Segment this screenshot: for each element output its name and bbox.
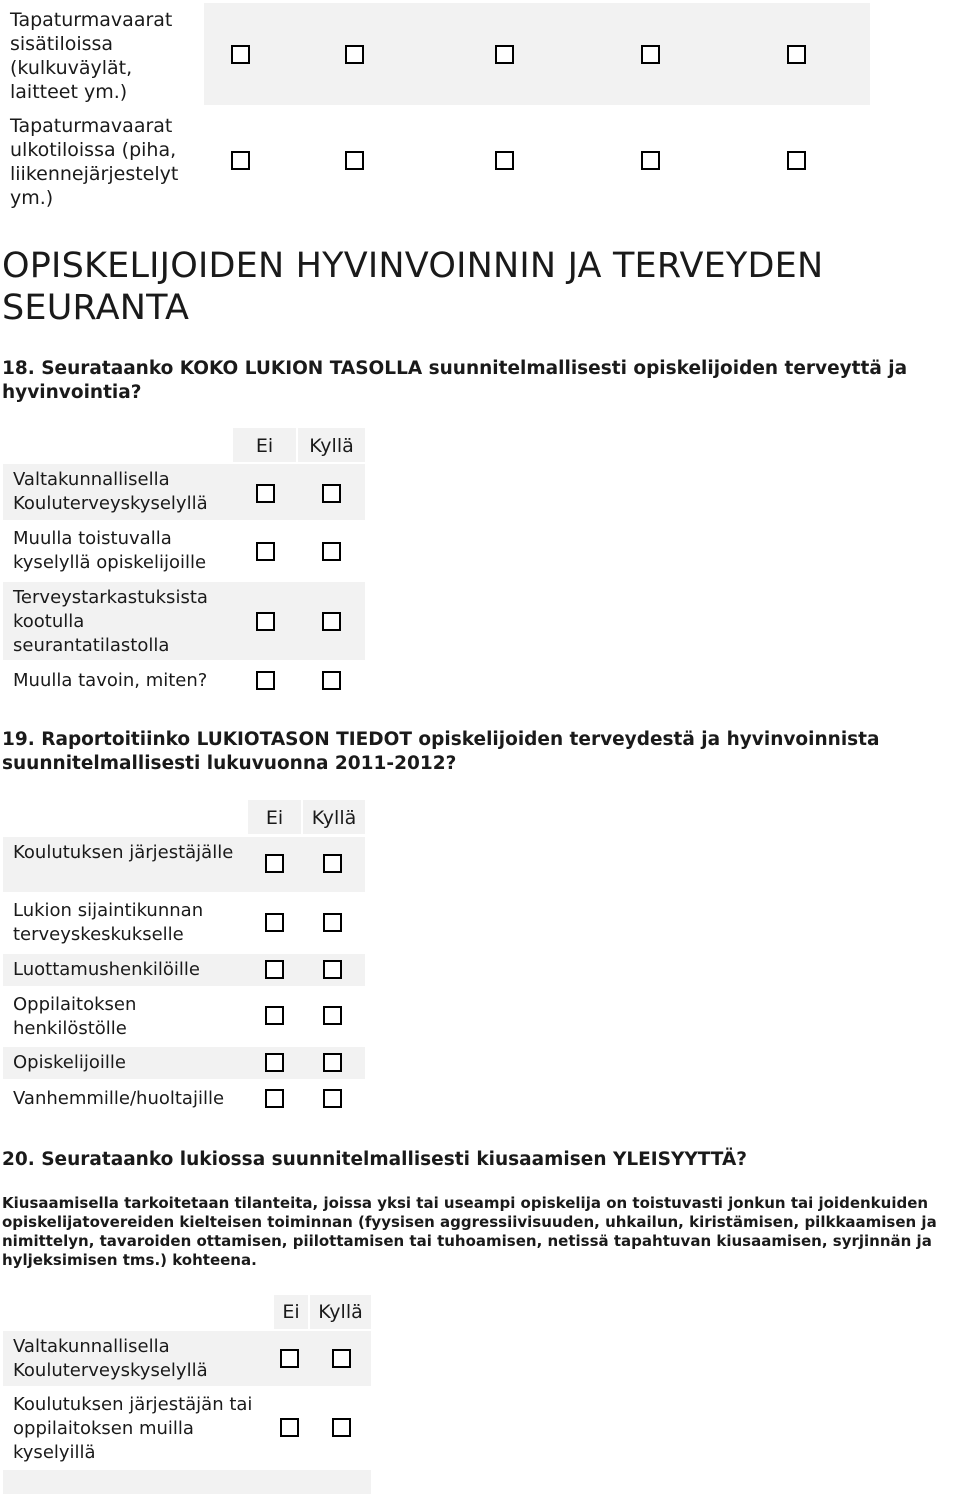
risk-1-option-1-checkbox[interactable] bbox=[231, 45, 250, 64]
q18-row-label: Muulla tavoin, miten? bbox=[13, 670, 208, 691]
q19-row-4-no-checkbox[interactable] bbox=[265, 1006, 284, 1025]
q18-header-yes: Kyllä bbox=[309, 435, 354, 457]
q19-row-5-yes-checkbox[interactable] bbox=[323, 1053, 342, 1072]
risks-row-label: Tapaturmavaarat ulkotiloissa (piha, liikennejärjestelyt ym.) bbox=[10, 115, 179, 209]
q18-header-no: Ei bbox=[255, 435, 274, 457]
q19-row-1-no-checkbox[interactable] bbox=[265, 854, 284, 873]
q20-row-label: Koulutuksen järjestäjän tai oppilaitoksen muilla kyselyillä bbox=[13, 1394, 253, 1463]
q19-row-label: Vanhemmille/huoltajille bbox=[13, 1088, 225, 1109]
risk-2-option-2-checkbox[interactable] bbox=[345, 151, 364, 170]
q19-row-label: Opiskelijoille bbox=[13, 1052, 126, 1073]
q18-row-label: Valtakunnallisella Kouluterveyskyselyllä bbox=[13, 469, 208, 514]
risk-1-option-3-checkbox[interactable] bbox=[495, 45, 514, 64]
q18-row-1-no-checkbox[interactable] bbox=[256, 484, 275, 503]
q18-row-2-yes-checkbox[interactable] bbox=[322, 542, 341, 561]
q19-row-label: Oppilaitoksen henkilöstölle bbox=[13, 994, 137, 1039]
risk-1-option-5-checkbox[interactable] bbox=[787, 45, 806, 64]
question-19: 19. Raportoitiinko LUKIOTASON TIEDOT opiskelijoiden terveydestä ja hyvinvoinnista suunnitelmallisesti lukuvuonna 2011-2012? bbox=[2, 729, 880, 774]
q20-row-1-no-checkbox[interactable] bbox=[280, 1349, 299, 1368]
risk-2-option-1-checkbox[interactable] bbox=[231, 151, 250, 170]
q19-row-4-yes-checkbox[interactable] bbox=[323, 1006, 342, 1025]
q19-row-3-yes-checkbox[interactable] bbox=[323, 960, 342, 979]
q18-row-3-no-checkbox[interactable] bbox=[256, 612, 275, 631]
q19-row-3-no-checkbox[interactable] bbox=[265, 960, 284, 979]
q20-row-1-yes-checkbox[interactable] bbox=[332, 1349, 351, 1368]
risk-1-option-4-checkbox[interactable] bbox=[641, 45, 660, 64]
q20-row-2-no-checkbox[interactable] bbox=[280, 1418, 299, 1437]
q19-row-label: Luottamushenkilöille bbox=[13, 959, 201, 980]
q19-header-yes: Kyllä bbox=[311, 807, 357, 829]
risks-row-1-shade bbox=[204, 3, 870, 105]
q19-row-2-no-checkbox[interactable] bbox=[265, 913, 284, 932]
q19-header-no: Ei bbox=[265, 807, 284, 829]
risk-1-option-2-checkbox[interactable] bbox=[345, 45, 364, 64]
q20-header-yes: Kyllä bbox=[318, 1301, 363, 1323]
q19-row-2-yes-checkbox[interactable] bbox=[323, 913, 342, 932]
q20-row-label: Valtakunnallisella Kouluterveyskyselyllä bbox=[13, 1336, 208, 1381]
q18-row-4-no-checkbox[interactable] bbox=[256, 671, 275, 690]
q19-row-label: Koulutuksen järjestäjälle bbox=[13, 842, 234, 863]
q18-row-4-yes-checkbox[interactable] bbox=[322, 671, 341, 690]
q20-header-no: Ei bbox=[282, 1301, 300, 1323]
question-20-description: Kiusaamisella tarkoitetaan tilanteita, joissa yksi tai useampi opiskelija on toistuvasti jonkun tai joidenkuiden opiskelijatovereiden kielteisen toiminnan (fyysisen aggressiivisuuden, uhkailun, kiristämisen, pilkkaamisen ja nimittelyn, tavaroiden ottamisen, piilottamisen tai tuhoamisen, netissä tapahtuvan kiusaamisen, syrjinnän ja hyljeksimisen tms.) kohteena. bbox=[2, 1194, 937, 1269]
section-title: OPISKELIJOIDEN HYVINVOINNIN JA TERVEYDEN SEURANTA bbox=[2, 246, 824, 328]
risk-2-option-3-checkbox[interactable] bbox=[495, 151, 514, 170]
q20-row-3-shade bbox=[3, 1470, 371, 1494]
q18-row-2-no-checkbox[interactable] bbox=[256, 542, 275, 561]
question-20: 20. Seurataanko lukiossa suunnitelmallisesti kiusaamisen YLEISYYTTÄ? bbox=[2, 1149, 748, 1170]
q20-row-2-yes-checkbox[interactable] bbox=[332, 1418, 351, 1437]
q19-row-1-yes-checkbox[interactable] bbox=[323, 854, 342, 873]
q19-row-5-no-checkbox[interactable] bbox=[265, 1053, 284, 1072]
risk-2-option-4-checkbox[interactable] bbox=[641, 151, 660, 170]
q18-row-1-yes-checkbox[interactable] bbox=[322, 484, 341, 503]
q18-row-3-yes-checkbox[interactable] bbox=[322, 612, 341, 631]
q19-row-6-no-checkbox[interactable] bbox=[265, 1089, 284, 1108]
risks-row-label: Tapaturmavaarat sisätiloissa (kulkuväylät, laitteet ym.) bbox=[10, 9, 173, 103]
q19-row-label: Lukion sijaintikunnan terveyskeskukselle bbox=[13, 900, 204, 945]
question-18: 18. Seurataanko KOKO LUKION TASOLLA suunnitelmallisesti opiskelijoiden terveyttä ja hyvinvointia? bbox=[2, 358, 908, 403]
q18-row-label: Terveystarkastuksista kootulla seurantatilastolla bbox=[13, 587, 208, 656]
q19-row-6-yes-checkbox[interactable] bbox=[323, 1089, 342, 1108]
risk-2-option-5-checkbox[interactable] bbox=[787, 151, 806, 170]
q18-row-label: Muulla toistuvalla kyselyllä opiskelijoille bbox=[13, 528, 207, 573]
